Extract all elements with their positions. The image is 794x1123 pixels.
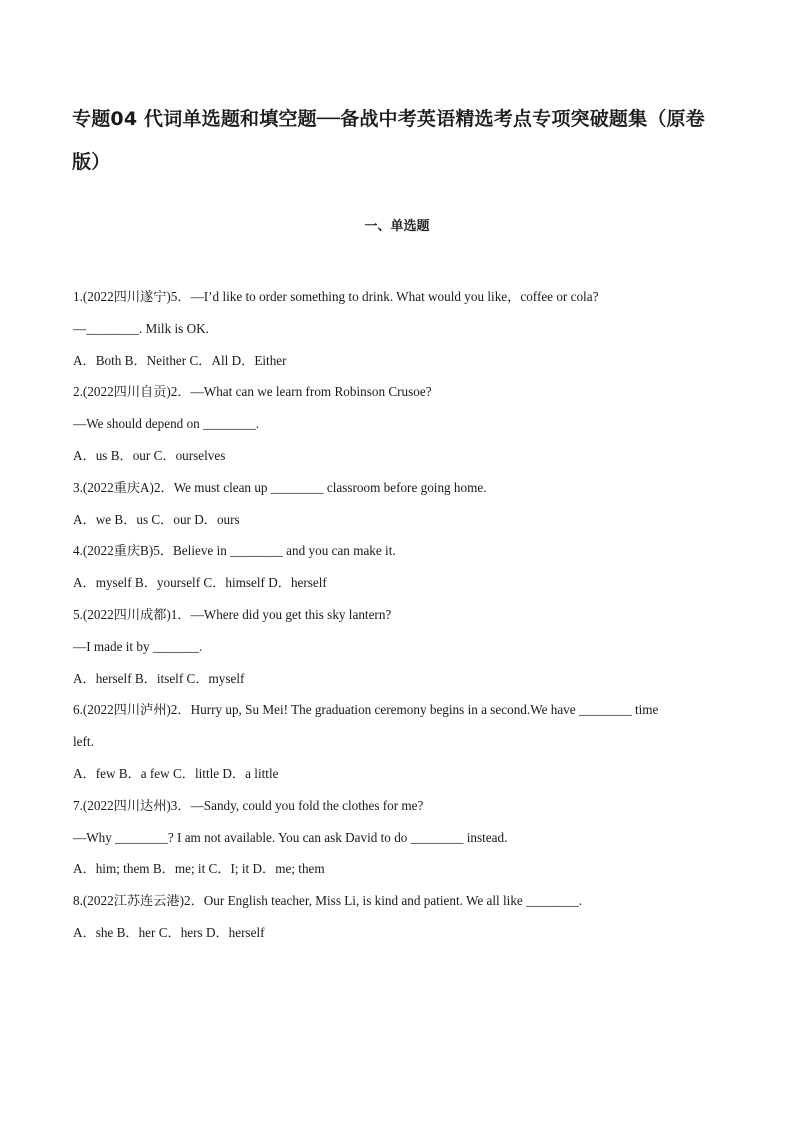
question-4-stem: 4.(2022重庆B)5．Believe in ________ and you can make it. — [73, 543, 396, 559]
question-list — [73, 281, 723, 949]
question-1-stem: 1.(2022四川遂宁)5．—I’d like to order something to drink. What would you like，coffee or cola? — [73, 289, 599, 304]
question-3 — [73, 472, 723, 536]
question-1-options: A．Both B．Neither C．All D．Either — [73, 352, 287, 368]
question-4 — [73, 535, 723, 599]
question-6-stem-continued: left. — [73, 734, 94, 750]
question-7-reply: —Why ________? I am not available. You can ask David to do ________ instead. — [73, 829, 508, 845]
question-5 — [73, 599, 723, 694]
question-8-stem: 8.(2022江苏连云港)2．Our English teacher, Miss Li, is kind and patient. We all like ________. — [73, 893, 583, 909]
question-8-options: A．she B．her C．hers D．herself — [73, 924, 265, 940]
question-4-options: A．myself B．yourself C．himself D．herself — [73, 575, 327, 591]
question-2-reply: —We should depend on ________. — [73, 416, 260, 432]
question-7-stem: 7.(2022四川达州)3．—Sandy, could you fold the clothes for me? — [73, 797, 424, 813]
question-6 — [73, 694, 723, 789]
document-title: 专题04 代词单选题和填空题──备战中考英语精选考点专项突破题集（原卷版） — [72, 108, 705, 173]
section-heading: 一、单选题 — [364, 219, 430, 234]
question-5-stem: 5.(2022四川成都)1．—Where did you get this sky lantern? — [73, 606, 392, 622]
question-2-options: A．us B．our C．ourselves — [73, 447, 226, 463]
question-3-stem: 3.(2022重庆A)2．We must clean up ________ classroom before going home. — [73, 479, 487, 495]
question-5-reply: —I made it by _______. — [73, 638, 203, 654]
question-6-stem: 6.(2022四川泸州)2．Hurry up, Su Mei! The graduation ceremony begins in a second.We have ________ time — [73, 702, 659, 718]
question-1-reply: —________. Milk is OK. — [73, 320, 209, 336]
question-7 — [73, 790, 723, 885]
question-3-options: A．we B．us C．our D．ours — [73, 511, 240, 527]
question-6-options: A．few B．a few C．little D．a little — [73, 765, 279, 781]
question-2-stem: 2.(2022四川自贡)2．—What can we learn from Robinson Crusoe? — [73, 384, 432, 400]
question-1 — [73, 281, 723, 376]
question-8 — [73, 885, 723, 949]
question-2 — [73, 376, 723, 471]
question-7-options: A．him; them B．me; it C．I; it D．me; them — [73, 861, 325, 877]
question-5-options: A．herself B．itself C．myself — [73, 670, 245, 686]
